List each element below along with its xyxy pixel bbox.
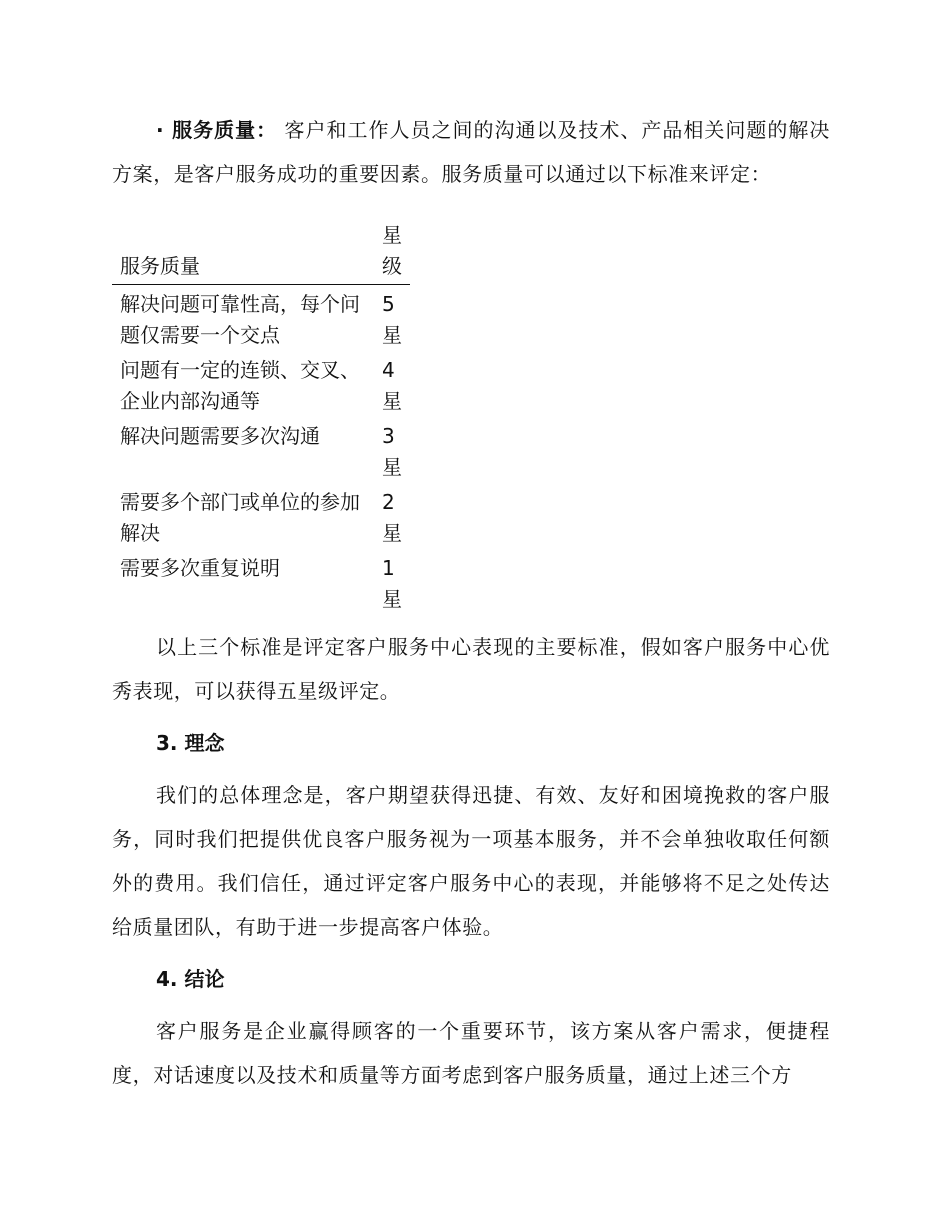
intro-lead: · 服务质量：	[156, 118, 278, 142]
section4-heading: 4. 结论	[156, 967, 225, 991]
section3-paragraph: 我们的总体理念是，客户期望获得迅捷、有效、友好和困境挽救的客户服务，同时我们把提供优良客户服务视为一项基本服务，并不会单独收取任何额外的费用。我们信任，通过评定客户服务中心的表现，并能够将不足之处传达给质量团队，有助于进一步提高客户体验。	[112, 783, 830, 939]
quality-cell: 解决问题可靠性高，每个问题仅需要一个交点	[120, 292, 360, 347]
section3-heading: 3. 理念	[156, 731, 225, 755]
stars-cell: 2星	[382, 490, 402, 545]
stars-cell: 1星	[382, 556, 402, 611]
table-row	[112, 549, 410, 615]
quality-cell: 解决问题需要多次沟通	[120, 424, 320, 448]
intro-paragraph	[112, 108, 830, 196]
summary-paragraph: 以上三个标准是评定客户服务中心表现的主要标准，假如客户服务中心优秀表现，可以获得五星级评定。	[112, 635, 830, 703]
document-page	[112, 108, 830, 1097]
intro-text: 客户和工作人员之间的沟通以及技术、产品相关问题的解决方案，是客户服务成功的重要因素。服务质量可以通过以下标准来评定：	[112, 118, 830, 186]
table-header-row	[112, 220, 410, 285]
stars-cell: 4星	[382, 358, 402, 413]
header-quality: 服务质量	[112, 220, 374, 285]
quality-cell: 问题有一定的连锁、交叉、企业内部沟通等	[120, 358, 360, 413]
table-row	[112, 351, 410, 417]
quality-cell: 需要多个部门或单位的参加解决	[120, 490, 360, 545]
table-row	[112, 417, 410, 483]
table-row	[112, 483, 410, 549]
table-row	[112, 285, 410, 352]
section4-paragraph: 客户服务是企业赢得顾客的一个重要环节，该方案从客户需求，便捷程度，对话速度以及技术和质量等方面考虑到客户服务质量，通过上述三个方	[112, 1019, 830, 1087]
stars-cell: 3星	[382, 424, 402, 479]
header-stars: 星级	[374, 220, 410, 285]
stars-cell: 5星	[382, 292, 402, 347]
rating-table	[112, 220, 410, 615]
quality-cell: 需要多次重复说明	[120, 556, 280, 580]
